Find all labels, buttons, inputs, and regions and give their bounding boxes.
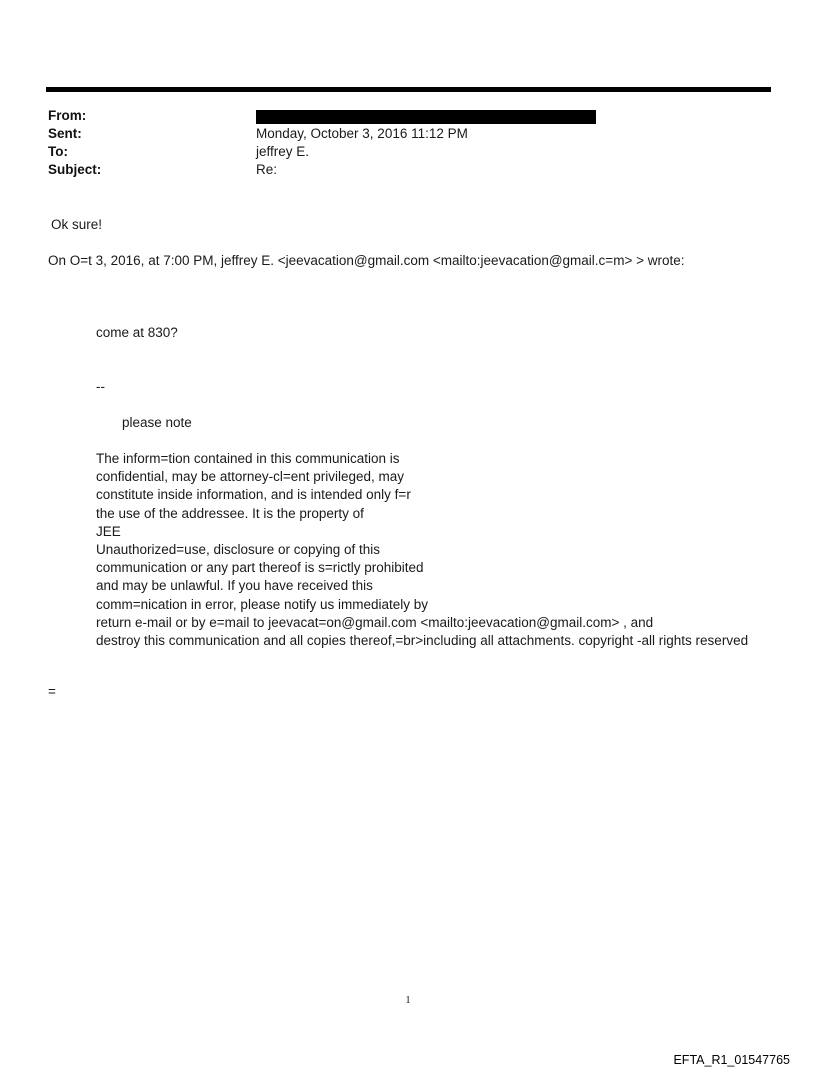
disclaimer-line: confidential, may be attorney-cl=ent privileged, may [96,469,405,485]
reply-text: Ok sure! [51,217,103,232]
sent-value: Monday, October 3, 2016 11:12 PM [256,126,468,141]
disclaimer-line: return e-mail or by e=mail to jeevacat=on@gmail.com <mailto:jeevacation@gmail.com> , and [96,614,654,630]
to-value: jeffrey E. [256,144,310,159]
disclaimer-line: constitute inside information, and is intended only f=r [96,487,411,503]
disclaimer-line: Unauthorized=use, disclosure or copying of this [96,541,381,557]
sent-label: Sent: [48,126,82,141]
subject-label: Subject: [48,162,102,177]
please-note: please note [122,415,192,430]
email-header [48,107,716,179]
quoted-message: come at 830? [96,325,178,340]
redaction-bar [256,110,596,124]
disclaimer [96,450,748,650]
trailing-mark: = [48,684,56,699]
from-value [256,107,716,125]
disclaimer-line: JEE [96,523,121,539]
subject-value: Re: [256,162,278,177]
disclaimer-line: comm=nication in error, please notify us immediately by [96,596,429,612]
disclaimer-line: The inform=tion contained in this communication is [96,451,400,466]
disclaimer-line: communication or any part thereof is s=rictly prohibited [96,560,424,576]
disclaimer-line: the use of the addressee. It is the property of [96,505,364,521]
from-label: From: [48,108,87,123]
disclaimer-line: destroy this communication and all copies thereof,=br>including all attachments. copyright -all rights reserved [96,632,749,648]
header-rule [46,87,771,92]
quote-intro: On O=t 3, 2016, at 7:00 PM, jeffrey E. <jeevacation@gmail.com <mailto:jeevacation@gmail.c=m> > wrote: [48,253,685,268]
page-number: 1 [405,994,411,1006]
to-label: To: [48,144,68,159]
document-id: EFTA_R1_01547765 [673,1053,790,1067]
signature-separator: -- [96,379,105,394]
disclaimer-line: and may be unlawful. If you have received this [96,578,373,594]
